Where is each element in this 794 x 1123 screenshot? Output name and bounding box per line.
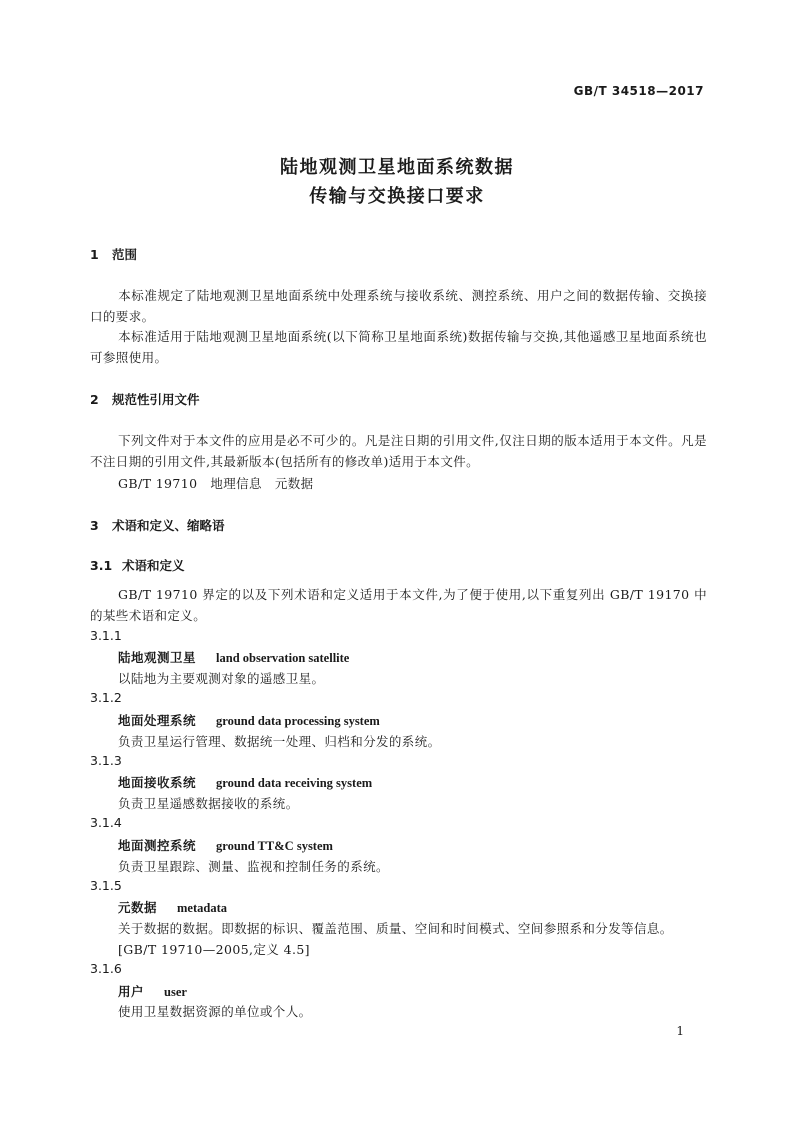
section-title: 范围	[112, 247, 138, 262]
section-number: 2	[90, 392, 99, 407]
paragraph-text: 本标准适用于陆地观测卫星地面系统(以下简称卫星地面系统)数据传输与交换,其他遥感卫星地面系统也可参照使用。	[90, 329, 707, 365]
term-definition: 关于数据的数据。即数据的标识、覆盖范围、质量、空间和时间模式、空间参照系和分发等信息。	[118, 921, 673, 936]
section-1-heading	[90, 245, 137, 263]
paragraph-text: GB/T 19710 界定的以及下列术语和定义适用于本文件,为了便于使用,以下重复列出 GB/T 19170 中的某些术语和定义。	[90, 587, 707, 623]
section-3-heading	[90, 516, 225, 534]
section-2-paragraph-1	[90, 430, 707, 472]
term-en: land observation satellite	[216, 651, 350, 665]
term-entry	[118, 773, 372, 791]
normative-reference: GB/T 19710 地理信息 元数据	[118, 476, 314, 491]
standard-code: GB/T 34518—2017	[573, 84, 704, 98]
section-3-1-paragraph-1	[90, 584, 707, 626]
clause-number: 3.1.3	[90, 753, 122, 768]
term-zh: 用户	[118, 984, 145, 999]
term-zh: 陆地观测卫星	[118, 650, 197, 665]
section-number: 3	[90, 518, 99, 533]
term-source: [GB/T 19710—2005,定义 4.5]	[118, 942, 310, 957]
clause-number: 3.1.4	[90, 815, 122, 830]
term-en: user	[164, 985, 187, 999]
term-en: ground TT&C system	[216, 839, 333, 853]
term-zh: 地面测控系统	[118, 838, 197, 853]
term-definition: 负责卫星运行管理、数据统一处理、归档和分发的系统。	[118, 734, 441, 749]
document-title-line2: 传输与交换接口要求	[309, 186, 485, 207]
clause-number: 3.1.2	[90, 690, 122, 705]
paragraph-text: 下列文件对于本文件的应用是必不可少的。凡是注日期的引用文件,仅注日期的版本适用于本文件。凡是不注日期的引用文件,其最新版本(包括所有的修改单)适用于本文件。	[90, 433, 707, 469]
section-title: 规范性引用文件	[112, 392, 200, 407]
clause-number: 3.1.5	[90, 878, 122, 893]
document-title-line1: 陆地观测卫星地面系统数据	[280, 157, 514, 178]
section-1-paragraph-2	[90, 326, 707, 368]
term-zh: 地面处理系统	[118, 713, 197, 728]
section-1-paragraph-1	[90, 285, 707, 327]
term-zh: 元数据	[118, 900, 158, 915]
term-en: ground data receiving system	[216, 776, 373, 790]
clause-number: 3.1.6	[90, 961, 122, 976]
term-en: ground data processing system	[216, 714, 380, 728]
term-definition: 使用卫星数据资源的单位或个人。	[118, 1004, 312, 1019]
section-number: 3.1	[90, 558, 113, 573]
term-definition: 负责卫星跟踪、测量、监视和控制任务的系统。	[118, 859, 389, 874]
clause-number: 3.1.1	[90, 628, 122, 643]
term-en: metadata	[177, 901, 228, 915]
term-entry	[118, 982, 187, 1000]
term-entry	[118, 648, 349, 666]
section-number: 1	[90, 247, 99, 262]
page-number: 1	[676, 1024, 684, 1038]
term-definition: 负责卫星遥感数据接收的系统。	[118, 796, 299, 811]
term-entry	[118, 836, 333, 854]
section-2-heading	[90, 390, 200, 408]
paragraph-text: 本标准规定了陆地观测卫星地面系统中处理系统与接收系统、测控系统、用户之间的数据传输、交换接口的要求。	[90, 288, 707, 324]
term-entry	[118, 711, 380, 729]
section-title: 术语和定义	[122, 558, 185, 573]
term-zh: 地面接收系统	[118, 775, 197, 790]
section-3-1-heading	[90, 556, 185, 574]
term-definition: 以陆地为主要观测对象的遥感卫星。	[118, 671, 325, 686]
section-title: 术语和定义、缩略语	[112, 518, 225, 533]
term-entry	[118, 898, 227, 916]
